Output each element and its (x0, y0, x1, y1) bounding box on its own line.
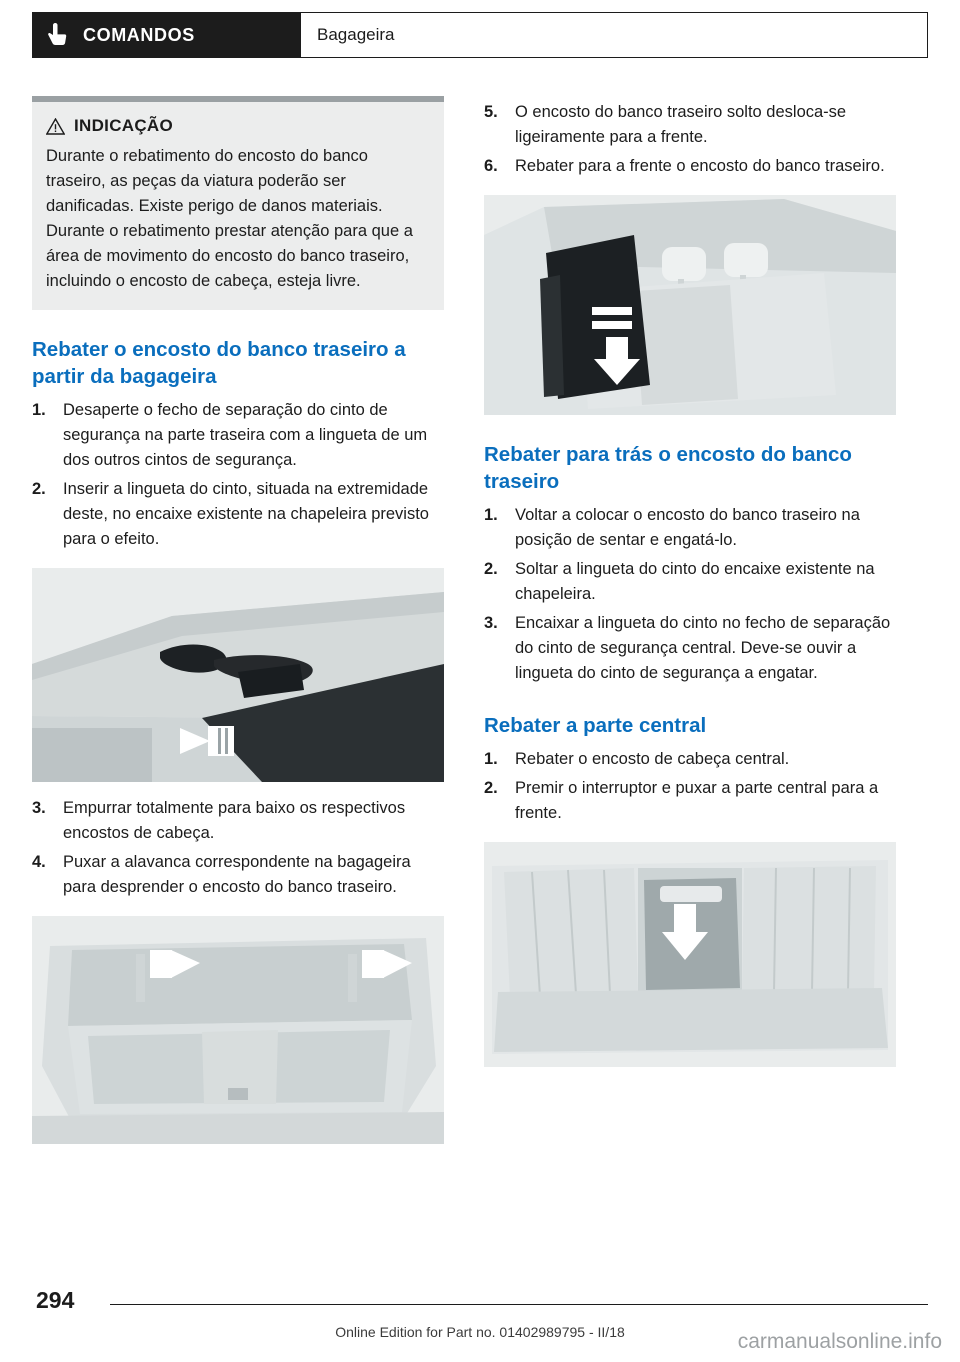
header-section-tab (33, 13, 301, 57)
step-text: Voltar a colocar o encosto do banco traseiro na posição de sentar e engatá-lo. (515, 506, 860, 549)
list-item (32, 796, 444, 846)
step-number: 5. (484, 103, 498, 121)
step-number: 4. (32, 853, 46, 871)
step-number: 3. (484, 614, 498, 632)
rear-shelf-belt-latch-illustration (32, 568, 444, 782)
figure-1-graphic (32, 568, 444, 782)
steps-list-fold-center (484, 747, 896, 826)
section-title-fold-center: Rebater a parte central (484, 714, 707, 737)
header-section-label: COMANDOS (83, 24, 195, 45)
step-text: Desaperte o fecho de separação do cinto de segurança na parte traseira com a lingueta de um dos outros cintos de segurança. (63, 401, 428, 469)
step-text: Encaixar a lingueta do cinto no fecho de separação do cinto de segurança central. Deve-se ouvir a lingueta do cinto de segurança a engatar. (515, 614, 891, 682)
step-number: 1. (484, 750, 498, 768)
step-text: O encosto do banco traseiro solto desloca-se ligeiramente para a frente. (515, 103, 847, 146)
left-column (32, 96, 444, 1158)
figure-2-graphic (32, 916, 444, 1144)
list-item (484, 154, 896, 179)
list-item (32, 477, 444, 552)
header-topic-label: Bagageira (317, 25, 395, 44)
step-number: 3. (32, 799, 46, 817)
note-body: Durante o rebatimento do encosto do banco traseiro, as peças da viatura poderão ser danificadas. Existe perigo de danos materiais. Durante o rebatimento prestar atenção para que a área de movimento do encosto do banco traseiro, incluindo o encosto de cabeça, esteja livre. (46, 147, 413, 290)
footer-divider (110, 1304, 928, 1305)
watermark: carmanualsonline.info (737, 1330, 942, 1353)
step-text: Rebater para a frente o encosto do banco traseiro. (515, 157, 885, 175)
note-title-row (46, 102, 430, 144)
list-item (484, 503, 896, 553)
header-topic (301, 13, 927, 57)
step-number: 2. (484, 779, 498, 797)
figure-4-graphic (484, 842, 896, 1067)
step-number: 2. (32, 480, 46, 498)
warning-triangle-icon (46, 118, 65, 135)
list-item (484, 611, 896, 686)
step-text: Premir o interruptor e puxar a parte central para a frente. (515, 779, 879, 822)
steps-list-fold-back (484, 503, 896, 686)
figure-3-graphic (484, 195, 896, 415)
list-item (484, 776, 896, 826)
step-text: Inserir a lingueta do cinto, situada na extremidade deste, no encaixe existente na chapeleira previsto para o efeito. (63, 480, 429, 548)
page-header (32, 12, 928, 58)
note-title: INDICAÇÃO (74, 116, 174, 135)
steps-list-fold-from-trunk-second (32, 796, 444, 900)
page-number: 294 (36, 1287, 75, 1313)
section-title-fold-from-trunk: Rebater o encosto do banco traseiro a partir da bagageira (32, 338, 406, 388)
step-text: Puxar a alavanca correspondente na bagageira para desprender o encosto do banco traseiro. (63, 853, 411, 896)
list-item (484, 747, 896, 772)
list-item (32, 398, 444, 473)
steps-list-fold-from-trunk-first (32, 398, 444, 552)
step-text: Soltar a lingueta do cinto do encaixe existente na chapeleira. (515, 560, 875, 603)
step-text: Rebater o encosto de cabeça central. (515, 750, 790, 768)
step-number: 1. (484, 506, 498, 524)
list-item (32, 850, 444, 900)
right-column (484, 96, 896, 1081)
center-armrest-fold-illustration (484, 842, 896, 1067)
section-title-fold-back: Rebater para trás o encosto do banco traseiro (484, 443, 852, 493)
step-number: 2. (484, 560, 498, 578)
step-number: 6. (484, 157, 498, 175)
trunk-release-levers-illustration (32, 916, 444, 1144)
step-number: 1. (32, 401, 46, 419)
rear-seat-backrest-fold-illustration (484, 195, 896, 415)
step-text: Empurrar totalmente para baixo os respectivos encostos de cabeça. (63, 799, 406, 842)
hand-pointer-icon (47, 23, 69, 47)
note-box (32, 96, 444, 310)
list-item (484, 557, 896, 607)
list-item (484, 100, 896, 150)
footer-edition-text: Online Edition for Part no. 01402989795 - II/18 (335, 1324, 625, 1340)
steps-list-continued (484, 100, 896, 179)
